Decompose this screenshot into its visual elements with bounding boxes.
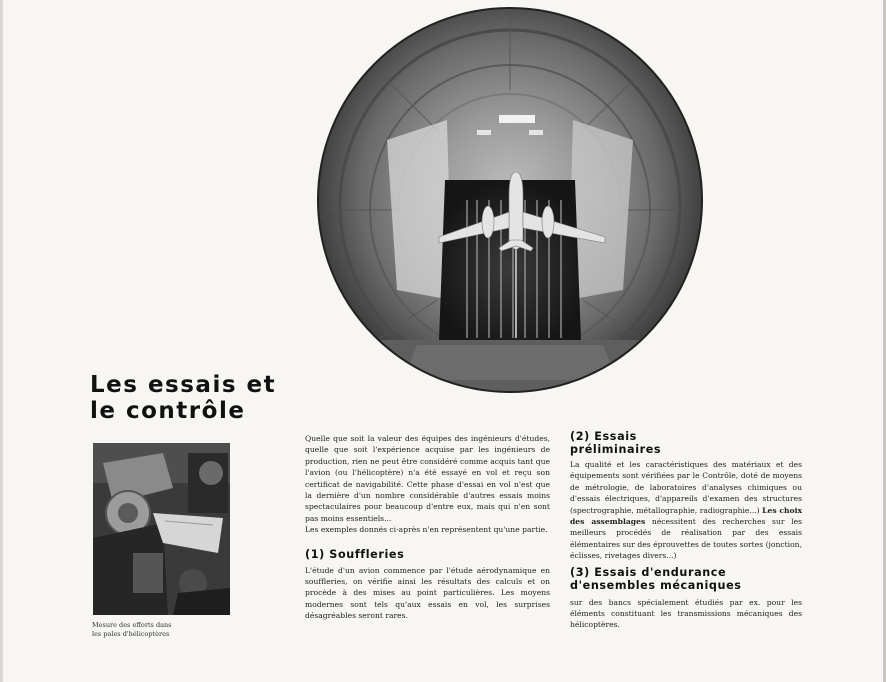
section-1-text: L'étude d'un avion commence par l'étude aérodynamique en souffleries, on vérifie ainsi les résultats des calculs et on procède à des mises au point particulières. Les moyens modernes sont tels qu'aux essais en vol, les surprises désagréables seront rares. — [305, 565, 550, 621]
section-2-text-after: nécessitent des recherches sur les meilleurs procédés de réalisation par des essais élémentaires sur des éprouvettes de toutes sortes (jonction, éclisses, rivetages divers...) — [570, 517, 802, 561]
right-column — [570, 430, 802, 631]
photo-caption — [92, 621, 252, 639]
section-1-title — [305, 548, 550, 561]
middle-column — [305, 433, 550, 622]
section-2-bold-phrase: Les choix des assemblages — [570, 505, 802, 527]
section-2-title-line-1: (2) Essais — [570, 430, 637, 443]
section-3-text: sur des bancs spécialement étudiés par ex. pour les éléments constituant les transmissions mécaniques des hélicoptères. — [570, 597, 802, 630]
page-title-line-2: le contrôle — [90, 398, 246, 424]
section-2-text — [570, 459, 802, 562]
photo-caption-line-2: les pales d'hélicoptères — [92, 630, 170, 638]
blade-test-photo — [93, 443, 230, 615]
page-edge-left — [0, 0, 3, 682]
section-3-title-line-1: (3) Essais d'endurance — [570, 565, 727, 579]
section-3-title — [570, 566, 802, 592]
intro-paragraph: Quelle que soit la valeur des équipes des ingénieurs d'études, quelle que soit l'expérience acquise par les ingénieurs de production, rien ne peut être considéré comme acquis tant que l'avion (ou l'hélicoptère) n'a été essayé en vol et reçu son certificat de navigabilité. Cette phase d'essai en vol n'est que la dernière d'un nombre considérable d'autres essais moins spectaculaires pour beaucoup d'entre eux, mais qui n'en sont pas moins essentiels... — [305, 434, 550, 523]
photo-caption-line-1: Mesure des efforts dans — [92, 621, 172, 629]
section-2-title — [570, 430, 802, 456]
section-2-title-line-2: préliminaires — [570, 443, 662, 456]
wind-tunnel-photo — [317, 0, 703, 400]
page-title-line-1: Les essais et — [90, 372, 277, 398]
section-3-title-line-2: d'ensembles mécaniques — [570, 578, 742, 592]
intro-paragraph-2: Les exemples donnés ci-après n'en représentent qu'une partie. — [305, 525, 548, 535]
page-title — [90, 372, 276, 424]
section-2-text-before: La qualité et les caractéristiques des matériaux et des équipements sont vérifiées par le Contrôle, doté de moyens de métrologie, de laboratoires d'analyses chimiques ou d'essais électriques, d'appareils d'examen des structures (spectrographie, métallographie, radiographie...) — [570, 460, 802, 515]
section-1-title-text: (1) Souffleries — [305, 547, 405, 561]
